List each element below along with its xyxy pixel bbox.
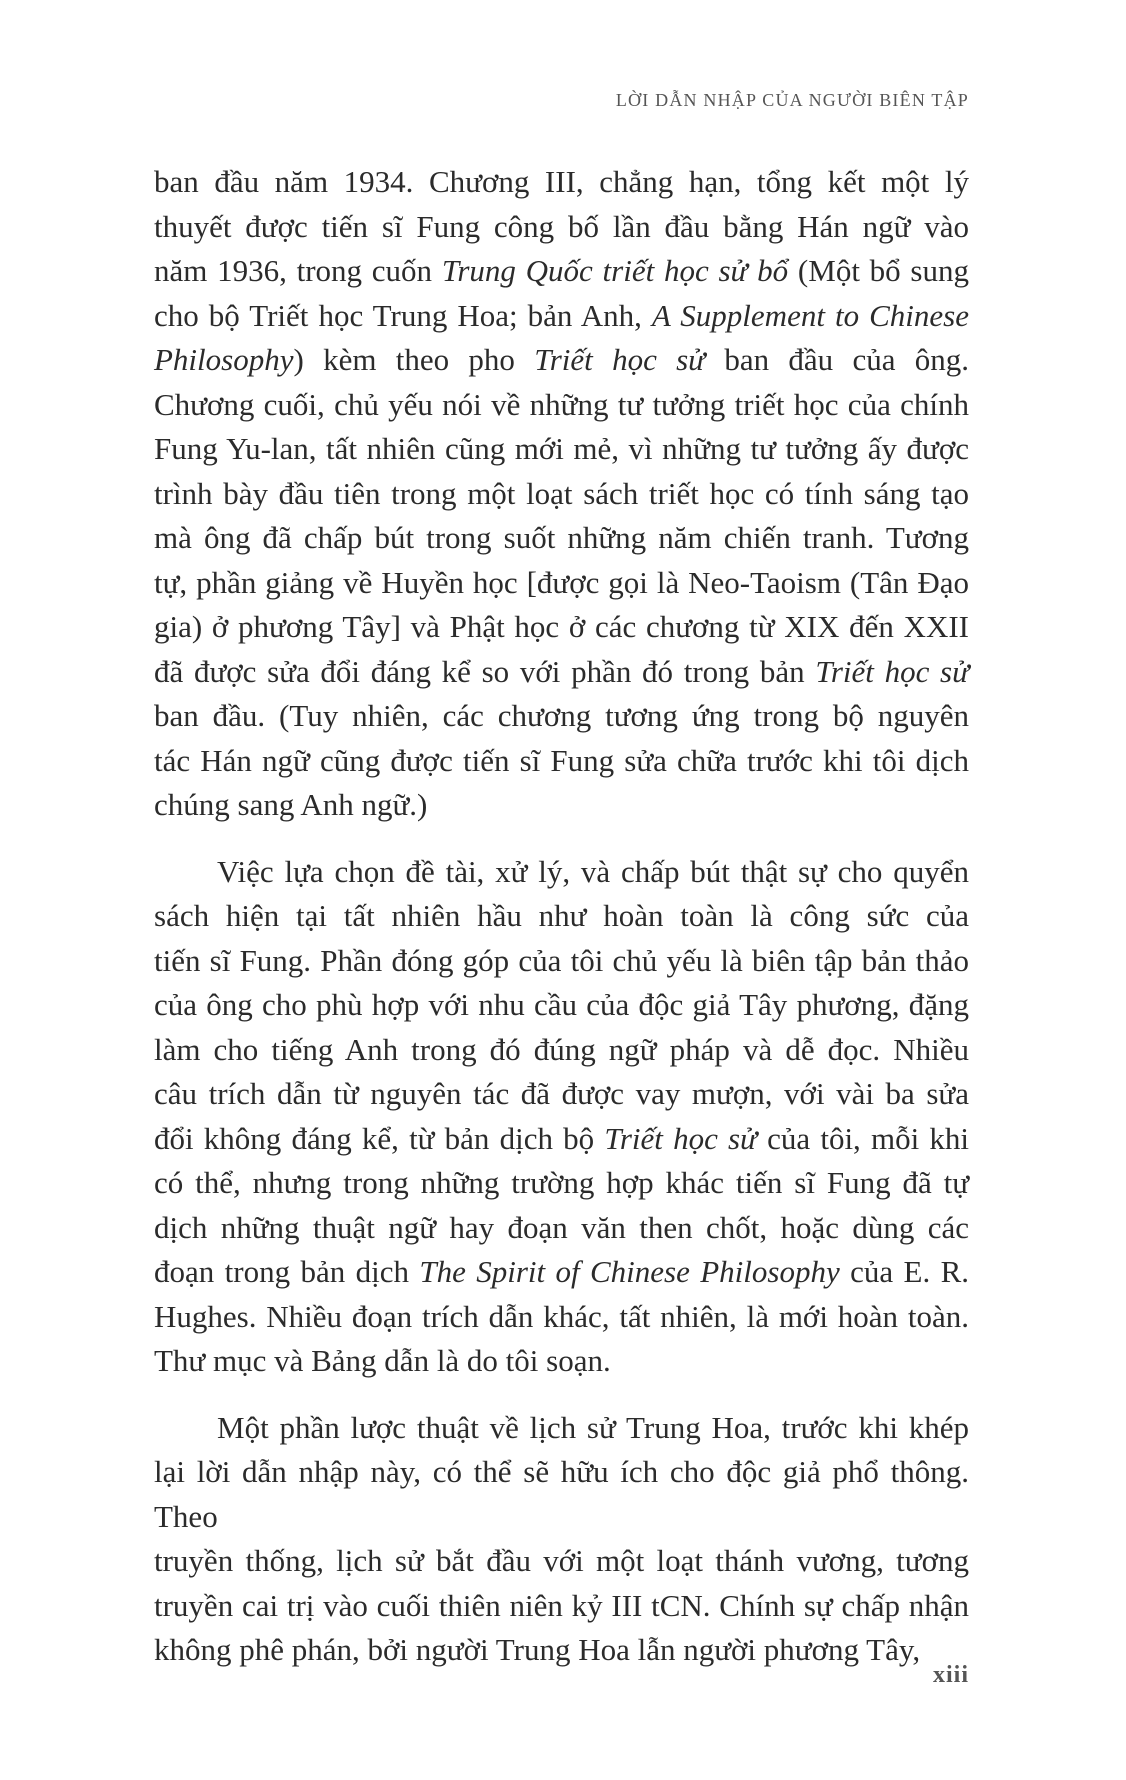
text-line bbox=[154, 516, 969, 561]
text-line bbox=[154, 205, 969, 250]
text-line bbox=[154, 1584, 969, 1629]
text-run: (Một bổ sung bbox=[788, 253, 969, 288]
text-run: ) kèm theo pho bbox=[293, 342, 535, 377]
text-line bbox=[154, 249, 969, 294]
text-run: ban đầu năm 1934. Chương III, chẳng hạn, tổng kết một lý bbox=[154, 164, 969, 199]
text-run: truyền cai trị vào cuối thiên niên kỷ III tCN. Chính sự chấp nhận bbox=[154, 1587, 969, 1623]
text-line bbox=[154, 605, 969, 650]
text-run: lại lời dẫn nhập này, có thể sẽ hữu ích cho độc giả phổ thông. Theo bbox=[154, 1454, 969, 1534]
text-line bbox=[154, 1250, 969, 1295]
text-line bbox=[154, 472, 969, 517]
text-run: tiến sĩ Fung. Phần đóng góp của tôi chủ yếu là biên tập bản thảo bbox=[154, 942, 969, 978]
text-run: Hughes. Nhiều đoạn trích dẫn khác, tất nhiên, là mới hoàn toàn. bbox=[154, 1298, 969, 1334]
paragraph-2 bbox=[154, 850, 969, 1384]
paragraph-3 bbox=[154, 1406, 969, 1673]
text-line bbox=[154, 650, 969, 695]
text-run: làm cho tiếng Anh trong đó đúng ngữ pháp và dễ đọc. Nhiều bbox=[154, 1031, 969, 1067]
text-line bbox=[154, 561, 969, 606]
text-run: ban đầu của ông. bbox=[705, 342, 969, 377]
text-line bbox=[154, 783, 969, 828]
text-run: truyền thống, lịch sử bắt đầu với một loạt thánh vương, tương bbox=[154, 1543, 969, 1578]
italic-title: Trung Quốc triết học sử bổ bbox=[441, 253, 789, 288]
text-line bbox=[154, 1450, 969, 1539]
text-line bbox=[154, 1117, 969, 1162]
paragraph-1 bbox=[154, 160, 969, 828]
text-line bbox=[154, 1072, 969, 1117]
text-line bbox=[154, 694, 969, 739]
text-run: của E. R. bbox=[839, 1254, 969, 1289]
text-run: đổi không đáng kể, từ bản dịch bộ bbox=[154, 1120, 605, 1156]
text-run: có thể, nhưng trong những trường hợp khác tiến sĩ Fung đã tự bbox=[154, 1165, 969, 1200]
text-run: mà ông đã chấp bút trong suốt những năm chiến tranh. Tương bbox=[154, 520, 969, 555]
text-run: cho bộ Triết học Trung Hoa; bản Anh, bbox=[154, 297, 652, 333]
text-run: Chương cuối, chủ yếu nói về những tư tưởng triết học của chính bbox=[154, 386, 969, 422]
italic-title: Philosophy bbox=[154, 342, 294, 377]
text-run: dịch những thuật ngữ hay đoạn văn then chốt, hoặc dùng các bbox=[154, 1209, 969, 1245]
text-line bbox=[154, 1206, 969, 1251]
text-run: của ông cho phù hợp với nhu cầu của độc giả Tây phương, đặng bbox=[154, 987, 969, 1022]
text-run: đoạn trong bản dịch bbox=[154, 1254, 420, 1289]
italic-title: Triết học sử bbox=[534, 342, 706, 377]
text-run: không phê phán, bởi người Trung Hoa lẫn người phương Tây, bbox=[154, 1632, 921, 1667]
text-run: tác Hán ngữ cũng được tiến sĩ Fung sửa chữa trước khi tôi dịch bbox=[154, 742, 969, 778]
text-line bbox=[154, 294, 969, 339]
text-run: ban đầu. (Tuy nhiên, các chương tương ứng trong bộ nguyên bbox=[154, 698, 969, 733]
text-line bbox=[154, 1628, 969, 1673]
text-run: gia) ở phương Tây] và Phật học ở các chương từ XIX đến XXII bbox=[154, 609, 969, 644]
text-line bbox=[154, 1406, 969, 1451]
text-line bbox=[154, 1539, 969, 1584]
text-line bbox=[154, 427, 969, 472]
italic-title: The Spirit of Chinese Philosophy bbox=[419, 1254, 840, 1289]
text-line bbox=[154, 1028, 969, 1073]
text-line bbox=[154, 850, 969, 895]
text-line bbox=[154, 983, 969, 1028]
text-line bbox=[154, 1339, 969, 1384]
text-run: trình bày đầu tiên trong một loạt sách triết học có tính sáng tạo bbox=[154, 475, 969, 511]
running-head: LỜI DẪN NHẬP CỦA NGƯỜI BIÊN TẬP bbox=[615, 90, 969, 110]
text-run: câu trích dẫn từ nguyên tác đã được vay mượn, với vài ba sửa bbox=[154, 1076, 969, 1111]
text-run: Fung Yu-lan, tất nhiên cũng mới mẻ, vì những tư tưởng ấy được bbox=[154, 431, 969, 466]
italic-title: A Supplement to Chinese bbox=[651, 297, 969, 333]
text-run: của tôi, mỗi khi bbox=[756, 1120, 969, 1156]
text-line bbox=[154, 1161, 969, 1206]
text-line bbox=[154, 338, 969, 383]
text-run: năm 1936, trong cuốn bbox=[154, 253, 442, 288]
text-run: tự, phần giảng về Huyền học [được gọi là Neo-Taoism (Tân Đạo bbox=[154, 564, 969, 600]
text-run: sách hiện tại tất nhiên hầu như hoàn toàn là công sức của bbox=[154, 898, 969, 933]
text-line bbox=[154, 160, 969, 205]
text-line bbox=[154, 383, 969, 428]
page-number: xiii bbox=[932, 1662, 969, 1688]
text-line bbox=[154, 939, 969, 984]
text-run: đã được sửa đổi đáng kể so với phần đó trong bản bbox=[154, 653, 816, 689]
text-line bbox=[154, 894, 969, 939]
body-text bbox=[154, 160, 969, 1695]
text-run: Một phần lược thuật về lịch sử Trung Hoa, trước khi khép bbox=[217, 1409, 969, 1445]
text-run: Thư mục và Bảng dẫn là do tôi soạn. bbox=[154, 1343, 611, 1378]
text-run: chúng sang Anh ngữ.) bbox=[154, 787, 428, 822]
text-line bbox=[154, 739, 969, 784]
text-line bbox=[154, 1295, 969, 1340]
italic-title: Triết học sử bbox=[604, 1120, 757, 1156]
italic-title: Triết học sử bbox=[815, 653, 970, 689]
text-run: thuyết được tiến sĩ Fung công bố lần đầu bằng Hán ngữ vào bbox=[154, 208, 969, 244]
text-run: Việc lựa chọn đề tài, xử lý, và chấp bút thật sự cho quyển bbox=[217, 853, 969, 889]
